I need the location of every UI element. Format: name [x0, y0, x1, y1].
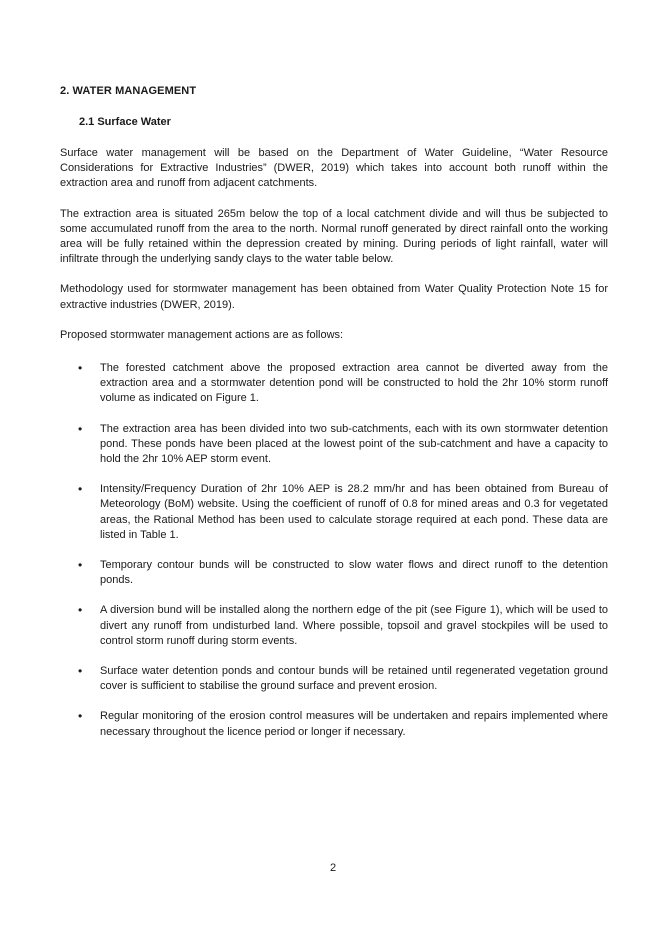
list-item	[60, 709, 608, 739]
list-item-text: A diversion bund will be installed along the northern edge of the pit (see Figure 1), which will be used to divert any runoff from undisturbed land. Where possible, topsoil and gravel stockpiles will be used to control storm runoff during storm events.	[100, 604, 608, 647]
list-item	[60, 361, 608, 407]
list-item	[60, 482, 608, 543]
bullet-icon: •	[78, 603, 83, 618]
bullet-icon: •	[78, 664, 83, 679]
list-item-text: Surface water detention ponds and contour bunds will be retained until regenerated vegetation ground cover is sufficient to stabilise the ground surface and prevent erosion.	[100, 665, 608, 693]
paragraph-methodology: Methodology used for stormwater management has been obtained from Water Quality Protection Note 15 for extractive industries (DWER, 2019).	[60, 283, 608, 311]
list-item-text: The forested catchment above the proposed extraction area cannot be diverted away from the extraction area and a stormwater detention pond will be constructed to hold the 2hr 10% storm runoff volume as indicated on Figure 1.	[100, 362, 608, 405]
list-item-text: Temporary contour bunds will be constructed to slow water flows and direct runoff to the detention ponds.	[100, 559, 608, 587]
list-item	[60, 603, 608, 649]
list-item	[60, 558, 608, 588]
paragraph-extraction-area: The extraction area is situated 265m below the top of a local catchment divide and will thus be subjected to some accumulated runoff from the area to the north. Normal runoff generated by direct rainfall onto the working area will be fully retained within the depression created by mining. During periods of light rainfall, water will infiltrate through the underlying sandy clays to the water table below.	[60, 207, 608, 266]
list-item-text: Intensity/Frequency Duration of 2hr 10% AEP is 28.2 mm/hr and has been obtained from Bureau of Meteorology (BoM) website. Using the coefficient of runoff of 0.8 for mined areas and 0.3 for vegetated areas, the Rational Method has been used to calculate storage required at each pond. These data are listed in Table 1.	[100, 483, 608, 541]
page-number: 2	[329, 862, 337, 874]
list-item	[60, 422, 608, 468]
bullet-icon: •	[78, 558, 83, 573]
section-heading: 2. WATER MANAGEMENT	[60, 85, 197, 97]
list-item-text: The extraction area has been divided into two sub-catchments, each with its own stormwater detention pond. These ponds have been placed at the lowest point of the sub-catchment and have a capacity to hold the 2hr 10% AEP storm event.	[100, 422, 608, 466]
list-item	[60, 664, 608, 694]
body-text	[60, 146, 608, 755]
bullet-icon: •	[78, 482, 83, 497]
paragraph-guideline: Surface water management will be based on the Department of Water Guideline, “Water Resource Considerations for Extractive Industries” (DWER, 2019) which takes into account both runoff within the extraction area and runoff from adjacent catchments.	[60, 147, 608, 190]
actions-intro: Proposed stormwater management actions are as follows:	[60, 328, 344, 341]
bullet-icon: •	[78, 421, 83, 436]
bullet-icon: •	[78, 361, 83, 376]
actions-list	[60, 361, 608, 740]
subsection-heading: 2.1 Surface Water	[79, 116, 171, 128]
bullet-icon: •	[78, 709, 83, 724]
list-item-text: Regular monitoring of the erosion control measures will be undertaken and repairs implemented where necessary throughout the licence period or longer if necessary.	[100, 710, 608, 738]
